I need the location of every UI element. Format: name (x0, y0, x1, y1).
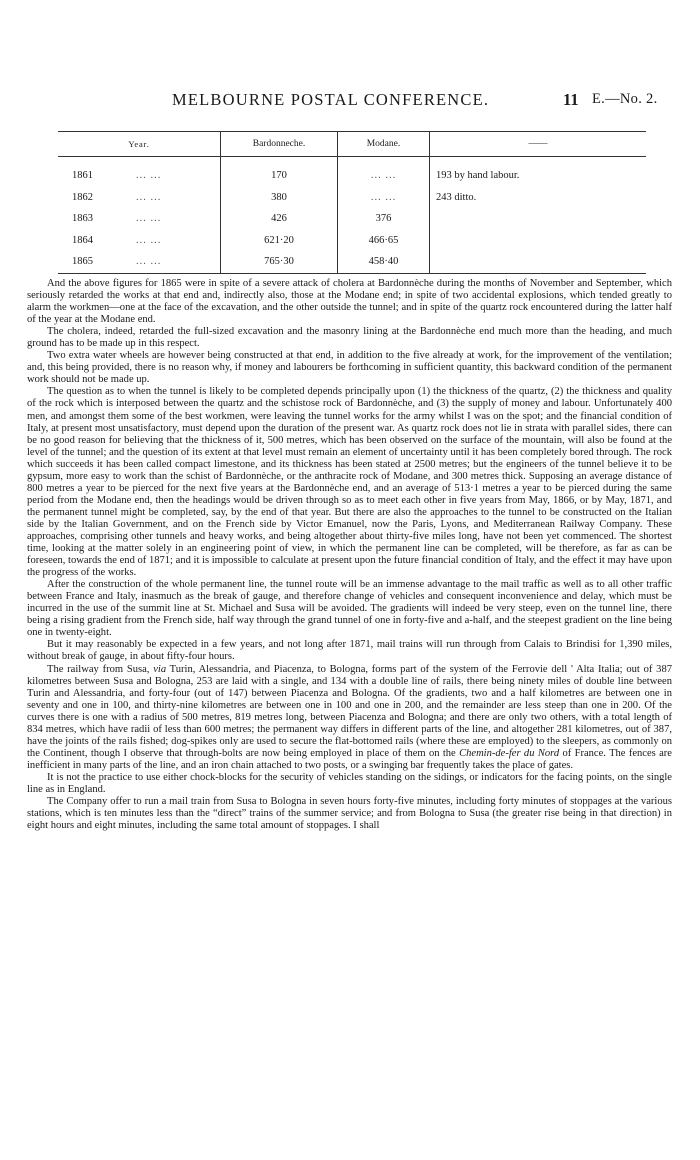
modane-cell: ... ... (338, 157, 430, 187)
paragraph: The railway from Susa, via Turin, Alessandria, and Piacenza, to Bologna, forms part of the system of the Ferrovie dell ' Alta Italia; out of 387 kilometres between Susa and Bologna, 253 are laid with a single, and 134 with a double line of rails, there being ninety miles of double line between Turin and Alessandria, and forty-four (out of 147) between Piacenza and Bologna. Of the gradients, two and a half kilometres are between one in seventy and one in 100, and thirty-nine kilometres are between one in 100 and one in 200, and the remainder are less steep than one in 200. Of the curves there is one with a radius of 500 metres, 819 metres long, between Piacenza and Bologna; and there are only two others, with a total length of 834 metres, which have radii of less than 600 metres; the permanent way differs in different parts of the line, and altogether 281 kilometres, out of 387, have the joints of the rails fished; dog-spikes only are used to secure the flat-bottomed rails (where these are employed) to the sleepers, as commonly on the Continent, though I observe that through-bolts are now being employed in place of them on the Chemin-de-fer du Nord of France. The fences are inefficient in many parts of the line, and an iron chain attached to two posts, or a swinging bar frequently takes the place of gates. (27, 663, 673, 771)
paragraph: After the construction of the whole permanent line, the tunnel route will be an immense advantage to the mail traffic as well as to all other traffic between France and Italy, inasmuch as the break of gauge, and therefore change of vehicles and consequent inconvenience and delay, which must be incurred in the use of the summit line at St. Michael and Susa will be avoided. The gradients will indeed be very steep, even on the tunnel line, there being a rising gradient from the French side, half way through the grand tunnel of one in forty-five and a-half, and the steepest gradient on the line being one in twenty-eight. (27, 579, 672, 639)
paragraph: The Company offer to run a mail train from Susa to Bologna in seven hours forty-five minutes, including forty minutes of stoppages at the various stations, which is ten minutes less than the “direct” trains of the summer service; and from Bologna to Susa (the greater rise being in that direction) in eight hours and eight minutes, including the same total amount of stoppages. I shall (27, 796, 672, 832)
table-row (58, 157, 646, 187)
year-cell: 1865 ... ... (58, 251, 221, 273)
column-header-year: Year. (58, 132, 221, 157)
note-cell (430, 230, 647, 252)
year-cell: 1862 ... ... (72, 191, 162, 203)
table-row (58, 187, 646, 209)
table-header-row (58, 132, 646, 157)
paragraph: The cholera, indeed, retarded the full-sized excavation and the masonry lining at the Bardonnèche end much more than the heading, and much ground has to be made up in this respect. (27, 326, 672, 350)
bardonneche-cell: 426 (221, 208, 338, 230)
body-text (27, 278, 672, 832)
paragraph: It is not the practice to use either chock-blocks for the security of vehicles standing on the sidings, or indicators for the facing points, on the single line as in England. (27, 771, 672, 795)
progress-table (58, 131, 646, 274)
column-header-bardonneche: Bardonneche. (221, 132, 338, 157)
bardonneche-cell: 765·30 (221, 251, 338, 273)
paragraph: Two extra water wheels are however being constructed at that end, in addition to the five already at work, for the improvement of the ventilation; and, this being provided, there is no reason why, if money and labourers be forthcoming in sufficient quantity, this backward condition of the permanent work should not be made up. (27, 350, 672, 386)
page-header (0, 90, 700, 114)
note-cell (430, 208, 647, 230)
modane-cell: 376 (338, 208, 430, 230)
modane-cell: 458·40 (338, 251, 430, 273)
page-number: 11 (563, 90, 579, 109)
bardonneche-cell: 170 (221, 157, 338, 187)
table-row (58, 208, 646, 230)
bardonneche-cell: 621·20 (221, 230, 338, 252)
note-cell (430, 251, 647, 273)
bardonneche-cell: 380 (221, 187, 338, 209)
year-cell: 1864 ... ... (72, 234, 162, 246)
table-row (58, 230, 646, 252)
paragraph: And the above figures for 1865 were in spite of a severe attack of cholera at Bardonnèche during the months of November and September, which seriously retarded the works at that end and, indirectly also, those at the Modane end; in spite of two accidental explosions, which tended greatly to alarm the workmen—one at the face of the excavation, and the other outside the tunnel; and in spite of the quartz rock encountered during the latter half of the year at the Modane end. (27, 278, 672, 326)
paragraph: But it may reasonably be expected in a few years, and not long after 1871, mail trains will run through from Calais to Brindisi for 1,390 miles, without break of gauge, in about fifty-four hours. (27, 639, 672, 663)
year-cell: 1861 ... ... (72, 170, 162, 182)
page-title: MELBOURNE POSTAL CONFERENCE. (172, 90, 490, 109)
note-cell: 193 by hand labour. (430, 157, 647, 187)
table-row (58, 251, 646, 273)
column-header-modane: Modane. (338, 132, 430, 157)
modane-cell: ... ... (338, 187, 430, 209)
italic-text: via (153, 663, 167, 675)
italic-text: Chemin-de-fer du Nord (459, 747, 560, 759)
note-cell: 243 ditto. (430, 187, 647, 209)
document-reference: E.—No. 2. (592, 91, 658, 107)
paragraph: The question as to when the tunnel is likely to be completed depends principally upon (1) the thickness of the quartz, (2) the thickness and quality of the rock which is interposed between the quartz and the schistose rock of Bardonnèche, and (3) the supply of money and labour. Unfortunately 400 men, and amongst them some of the best workmen, were leaving the tunnel works for the army whilst I was on the spot; and the financial condition of Italy, at present most unsatisfactory, must depend upon the duration of the present war. As quartz rock does not lie in strata with parallel sides, there can be no good reason for believing that the thickness of it, 500 metres, which has been observed on the surface of the mountain, will also be found at the level of the tunnel; and the question of its extent at that level must remain an element of uncertainty until it has been completely bored through. The rock which succeeds it has been called compact limestone, and its thickness has been stated at 2500 metres; but the engineers of the tunnel believe it to be gypsum, more easy to work than the schist of Bardonnèche, or the anthracite rock of Modane, and 300 metres thick. Supposing an average distance of 800 metres a year to be pierced for the next five years at the Bardonnèche end, and an average of 513·1 metres a year to be pierced during the same period from the Modane end, then the headings would be driven through so as to meet each other in five years from May, 1866, or by May, 1871, and the permanent tunnel might be completed, say, by the end of that year. But there are also the approaches to the tunnel to be constructed on the Italian side by the Italian Government, and on the French side by Victor Emanuel, now the Paris, Lyons, and Mediterranean Railway Company. These approaches, comprising other tunnels and heavy works, and being altogether about thirty-five miles long, have not been yet commenced. The shortest time, looking at the matter solely in an engineering point of view, in which the permanent line can be completed, will be therefore, as far as can be foreseen, towards the end of 1871; and it is impossible to calculate at present upon the future financial condition of Italy, and the effect it may have upon the progress of the works. (27, 386, 672, 579)
column-header-remarks: —— (430, 132, 647, 157)
year-cell: 1863 ... ... (72, 213, 162, 225)
modane-cell: 466·65 (338, 230, 430, 252)
